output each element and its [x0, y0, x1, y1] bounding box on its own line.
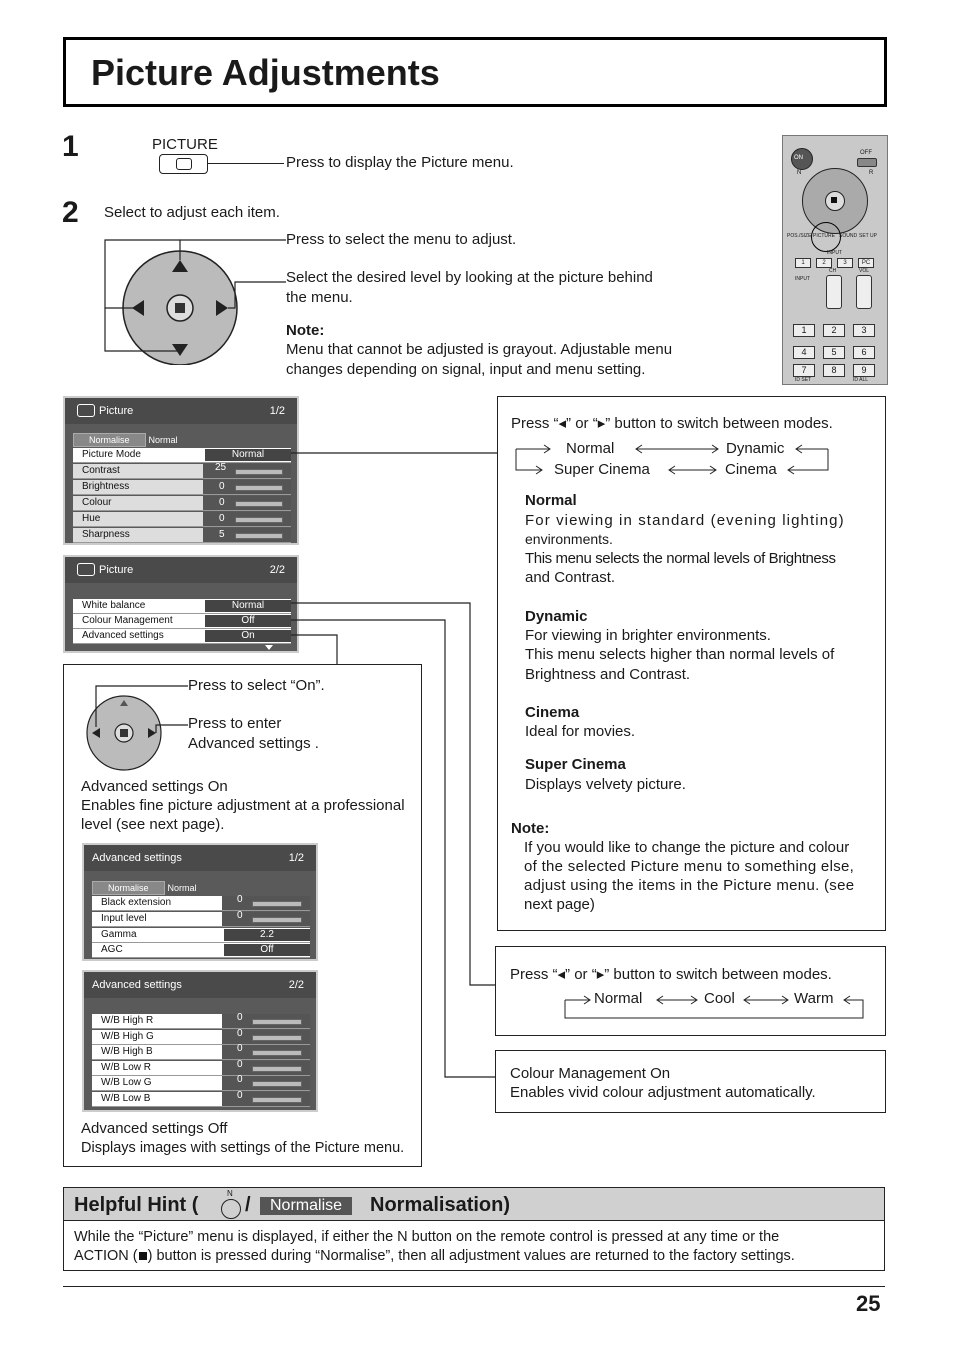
- row-label: W/B High R: [101, 1015, 154, 1026]
- row-value: 0: [237, 910, 243, 921]
- picture-icon: [77, 563, 95, 576]
- row-label: Picture Mode: [82, 449, 141, 460]
- slider[interactable]: [252, 1019, 302, 1025]
- menu-title: Picture: [99, 405, 134, 417]
- hint-body-2b: ) button is pressed during “Normalise”, then all adjustment values are returned to the factory settings.: [147, 1248, 795, 1264]
- menu-row[interactable]: [92, 1076, 310, 1091]
- press-enter-1: Press to enter: [188, 715, 282, 732]
- normal-desc-1: For viewing in standard (evening lighting): [525, 512, 845, 529]
- row-value: 0: [237, 1043, 243, 1054]
- menu-title: Advanced settings: [92, 979, 182, 991]
- left-right-desc-1: Select the desired level by looking at the picture behind: [286, 269, 653, 286]
- adv-on-title: Advanced settings On: [81, 778, 228, 795]
- remote-key: 3: [853, 324, 875, 337]
- cm-line-1: Colour Management On: [510, 1065, 671, 1082]
- remote-r: R: [869, 170, 874, 176]
- menu-row[interactable]: [92, 1061, 310, 1076]
- row-label: W/B Low B: [101, 1093, 151, 1104]
- normalise-value: Normal: [167, 883, 197, 893]
- picture-key-label: PICTURE: [152, 136, 218, 153]
- normal-desc-3: This menu selects the normal levels of Brightness: [525, 550, 836, 567]
- modes-note-3: adjust using the items in the Picture menu. (see: [524, 877, 855, 894]
- normalise-button[interactable]: Normalise: [92, 881, 165, 895]
- normalise-value: Normal: [148, 435, 178, 445]
- advanced-menu-page-1: [82, 843, 318, 961]
- row-label: Colour Management: [82, 615, 173, 626]
- row-value: 0: [237, 1074, 243, 1085]
- menu-row[interactable]: [73, 614, 291, 629]
- remote-on: ON: [794, 155, 803, 161]
- slider[interactable]: [235, 517, 283, 523]
- remote-off: OFF: [860, 150, 872, 156]
- n-button-icon: [221, 1199, 241, 1219]
- row-label: Advanced settings: [82, 630, 164, 641]
- dynamic-title: Dynamic: [525, 608, 588, 625]
- row-value: 0: [237, 1090, 243, 1101]
- remote-key: 1: [795, 258, 811, 268]
- menu-page: 1/2: [288, 852, 304, 864]
- remote-control: [782, 135, 888, 385]
- modes-note-title: Note:: [511, 820, 550, 837]
- normalise-badge: Normalise: [260, 1197, 352, 1215]
- remote-key: 2: [816, 258, 832, 268]
- remote-pc: PC: [858, 258, 874, 268]
- mode-dynamic: Dynamic: [726, 440, 785, 457]
- hint-body-2a: ACTION (: [74, 1248, 138, 1264]
- dpad-small-diagram: [84, 682, 194, 772]
- row-value: Normal: [205, 600, 291, 612]
- remote-picture: PICTURE: [813, 233, 835, 239]
- menu-row[interactable]: [73, 629, 291, 644]
- cinema-title: Cinema: [525, 704, 580, 721]
- mode-super-cinema: Super Cinema: [554, 461, 650, 478]
- dpad-diagram: [100, 235, 290, 365]
- menu-row[interactable]: [73, 464, 291, 479]
- remote-id-set: ID SET: [795, 377, 812, 383]
- menu-row[interactable]: [92, 1092, 310, 1107]
- super-cinema-desc: Displays velvety picture.: [525, 776, 686, 793]
- row-label: AGC: [101, 944, 123, 955]
- menu-row[interactable]: [73, 480, 291, 495]
- dynamic-desc-2: This menu selects higher than normal levels of: [525, 646, 835, 663]
- row-label: W/B Low G: [101, 1077, 152, 1088]
- row-value: 2.2: [224, 929, 310, 941]
- slider[interactable]: [235, 533, 283, 539]
- menu-row[interactable]: [92, 943, 310, 958]
- remote-vol: VOL: [859, 268, 870, 274]
- note-title: Note:: [286, 322, 325, 339]
- slider[interactable]: [252, 1081, 302, 1087]
- mode-press-instruction: Press “◂” or “▸” button to switch between modes.: [511, 415, 833, 432]
- hint-prefix: Helpful Hint (: [74, 1194, 199, 1216]
- wb-press-instruction: Press “◂” or “▸” button to switch between modes.: [510, 966, 832, 983]
- picture-icon: [77, 404, 95, 417]
- remote-input-2: INPUT: [795, 276, 810, 282]
- normalise-button[interactable]: Normalise: [73, 433, 146, 447]
- menu-row[interactable]: [73, 448, 291, 463]
- row-value: Normal: [205, 449, 291, 461]
- helpful-hint-header: [63, 1187, 885, 1221]
- row-value: On: [205, 630, 291, 642]
- slider[interactable]: [235, 469, 283, 475]
- row-label: W/B Low R: [101, 1062, 152, 1073]
- hint-body-1: While the “Picture” menu is displayed, if either the N button on the remote control is pressed at any time or the: [74, 1229, 780, 1245]
- adv-off-desc: Displays images with settings of the Picture menu.: [81, 1140, 405, 1156]
- remote-key: 2: [823, 324, 845, 337]
- row-value: 0: [237, 1028, 243, 1039]
- slider[interactable]: [252, 1035, 302, 1041]
- slider[interactable]: [252, 1050, 302, 1056]
- row-label: W/B High G: [101, 1031, 154, 1042]
- picture-button-icon: [159, 154, 208, 174]
- menu-row[interactable]: [73, 528, 291, 543]
- slider[interactable]: [235, 501, 283, 507]
- remote-setup: SET UP: [859, 233, 877, 239]
- row-label: Brightness: [82, 481, 130, 492]
- picture-menu-page-2: [63, 555, 299, 653]
- cinema-desc: Ideal for movies.: [525, 723, 636, 740]
- remote-pos-size: POS./SIZE: [787, 233, 812, 239]
- step-2-number: 2: [62, 196, 79, 229]
- remote-sound: SOUND: [839, 233, 858, 239]
- row-label: Gamma: [101, 929, 137, 940]
- row-value: 25: [215, 462, 227, 473]
- remote-key: 1: [793, 324, 815, 337]
- slider[interactable]: [252, 1097, 302, 1103]
- remote-key: 4: [793, 346, 815, 359]
- helpful-hint-body: [63, 1221, 885, 1271]
- normal-title: Normal: [525, 492, 577, 509]
- menu-row[interactable]: [73, 496, 291, 511]
- menu-row[interactable]: [92, 1045, 310, 1060]
- cm-line-2: Enables vivid colour adjustment automatically.: [510, 1084, 816, 1101]
- press-enter-2: Advanced settings .: [188, 735, 319, 752]
- left-right-desc-2: the menu.: [286, 289, 353, 306]
- row-value: 5: [219, 529, 225, 540]
- step-1-number: 1: [62, 130, 79, 163]
- remote-key: 6: [853, 346, 875, 359]
- adv-off-title: Advanced settings Off: [81, 1120, 228, 1137]
- mode-cinema: Cinema: [725, 461, 777, 478]
- menu-row[interactable]: [92, 1030, 310, 1045]
- menu-title: Advanced settings: [92, 852, 182, 864]
- row-value: 0: [237, 1059, 243, 1070]
- advanced-menu-page-2: [82, 970, 318, 1112]
- hint-slash: /: [245, 1194, 251, 1216]
- row-label: Sharpness: [82, 529, 130, 540]
- remote-key: 8: [823, 364, 845, 377]
- row-value: 0: [219, 481, 225, 492]
- note-line-2: changes depending on signal, input and menu setting.: [286, 361, 646, 378]
- hint-body-2: [74, 1247, 795, 1266]
- press-select-on: Press to select “On”.: [188, 677, 325, 694]
- step1-desc: Press to display the Picture menu.: [286, 154, 514, 171]
- page-title: Picture Adjustments: [91, 52, 440, 93]
- step2-intro: Select to adjust each item.: [104, 204, 280, 221]
- remote-input: INPUT: [827, 250, 842, 256]
- remote-n: N: [797, 170, 802, 176]
- mode-normal: Normal: [566, 440, 615, 457]
- row-value: 0: [219, 497, 225, 508]
- note-line-1: Menu that cannot be adjusted is grayout. Adjustable menu: [286, 341, 673, 358]
- picture-menu-page-1: [63, 396, 299, 545]
- slider[interactable]: [252, 1066, 302, 1072]
- adv-on-desc-1: Enables fine picture adjustment at a professional: [81, 797, 405, 814]
- row-value: 0: [237, 894, 243, 905]
- menu-row[interactable]: [92, 928, 310, 943]
- title-box: [63, 37, 887, 107]
- dynamic-desc-3: Brightness and Contrast.: [525, 666, 691, 683]
- remote-key: 3: [837, 258, 853, 268]
- leader-line: [208, 163, 284, 164]
- remote-key: 7: [793, 364, 815, 377]
- modes-note-1: If you would like to change the picture and colour: [524, 839, 850, 856]
- menu-row[interactable]: [73, 512, 291, 527]
- modes-note-2: of the selected Picture menu to something else,: [524, 858, 855, 875]
- slider[interactable]: [252, 917, 302, 923]
- row-value: Off: [205, 615, 291, 627]
- row-label: Contrast: [82, 465, 120, 476]
- remote-key: 5: [823, 346, 845, 359]
- scroll-down-icon[interactable]: [265, 645, 273, 650]
- slider[interactable]: [252, 901, 302, 907]
- row-label: Hue: [82, 513, 101, 524]
- super-cinema-title: Super Cinema: [525, 756, 626, 773]
- menu-page: 1/2: [269, 405, 285, 417]
- menu-page: 2/2: [288, 979, 304, 991]
- action-square-icon: [139, 1252, 147, 1260]
- slider[interactable]: [235, 485, 283, 491]
- remote-key: 9: [853, 364, 875, 377]
- menu-row[interactable]: [92, 896, 310, 911]
- row-label: Black extension: [101, 897, 172, 908]
- modes-note-4: next page): [524, 896, 595, 913]
- menu-row[interactable]: [73, 599, 291, 614]
- row-label: White balance: [82, 600, 146, 611]
- hint-n-label: N: [227, 1189, 233, 1198]
- wb-cool: Cool: [704, 990, 735, 1007]
- row-value: 0: [219, 513, 225, 524]
- dynamic-desc-1: For viewing in brighter environments.: [525, 627, 771, 644]
- menu-row[interactable]: [92, 912, 310, 927]
- wb-warm: Warm: [794, 990, 834, 1007]
- menu-row[interactable]: [92, 1014, 310, 1029]
- adv-on-desc-2: level (see next page).: [81, 816, 225, 833]
- row-label: Colour: [82, 497, 112, 508]
- row-label: Input level: [101, 913, 147, 924]
- normal-desc-4: and Contrast.: [525, 569, 616, 586]
- remote-ch: CH: [829, 268, 837, 274]
- row-value: Off: [224, 944, 310, 956]
- page-number: 25: [856, 1291, 881, 1316]
- menu-title: Picture: [99, 564, 134, 576]
- up-down-desc: Press to select the menu to adjust.: [286, 231, 517, 248]
- remote-id-all: ID ALL: [853, 377, 869, 383]
- footer-rule: [63, 1286, 885, 1287]
- normal-desc-2: environments.: [525, 531, 613, 547]
- row-label: W/B High B: [101, 1046, 153, 1057]
- wb-normal: Normal: [594, 990, 643, 1007]
- hint-suffix: Normalisation): [370, 1194, 511, 1216]
- row-value: 0: [237, 1012, 243, 1023]
- menu-page: 2/2: [269, 564, 285, 576]
